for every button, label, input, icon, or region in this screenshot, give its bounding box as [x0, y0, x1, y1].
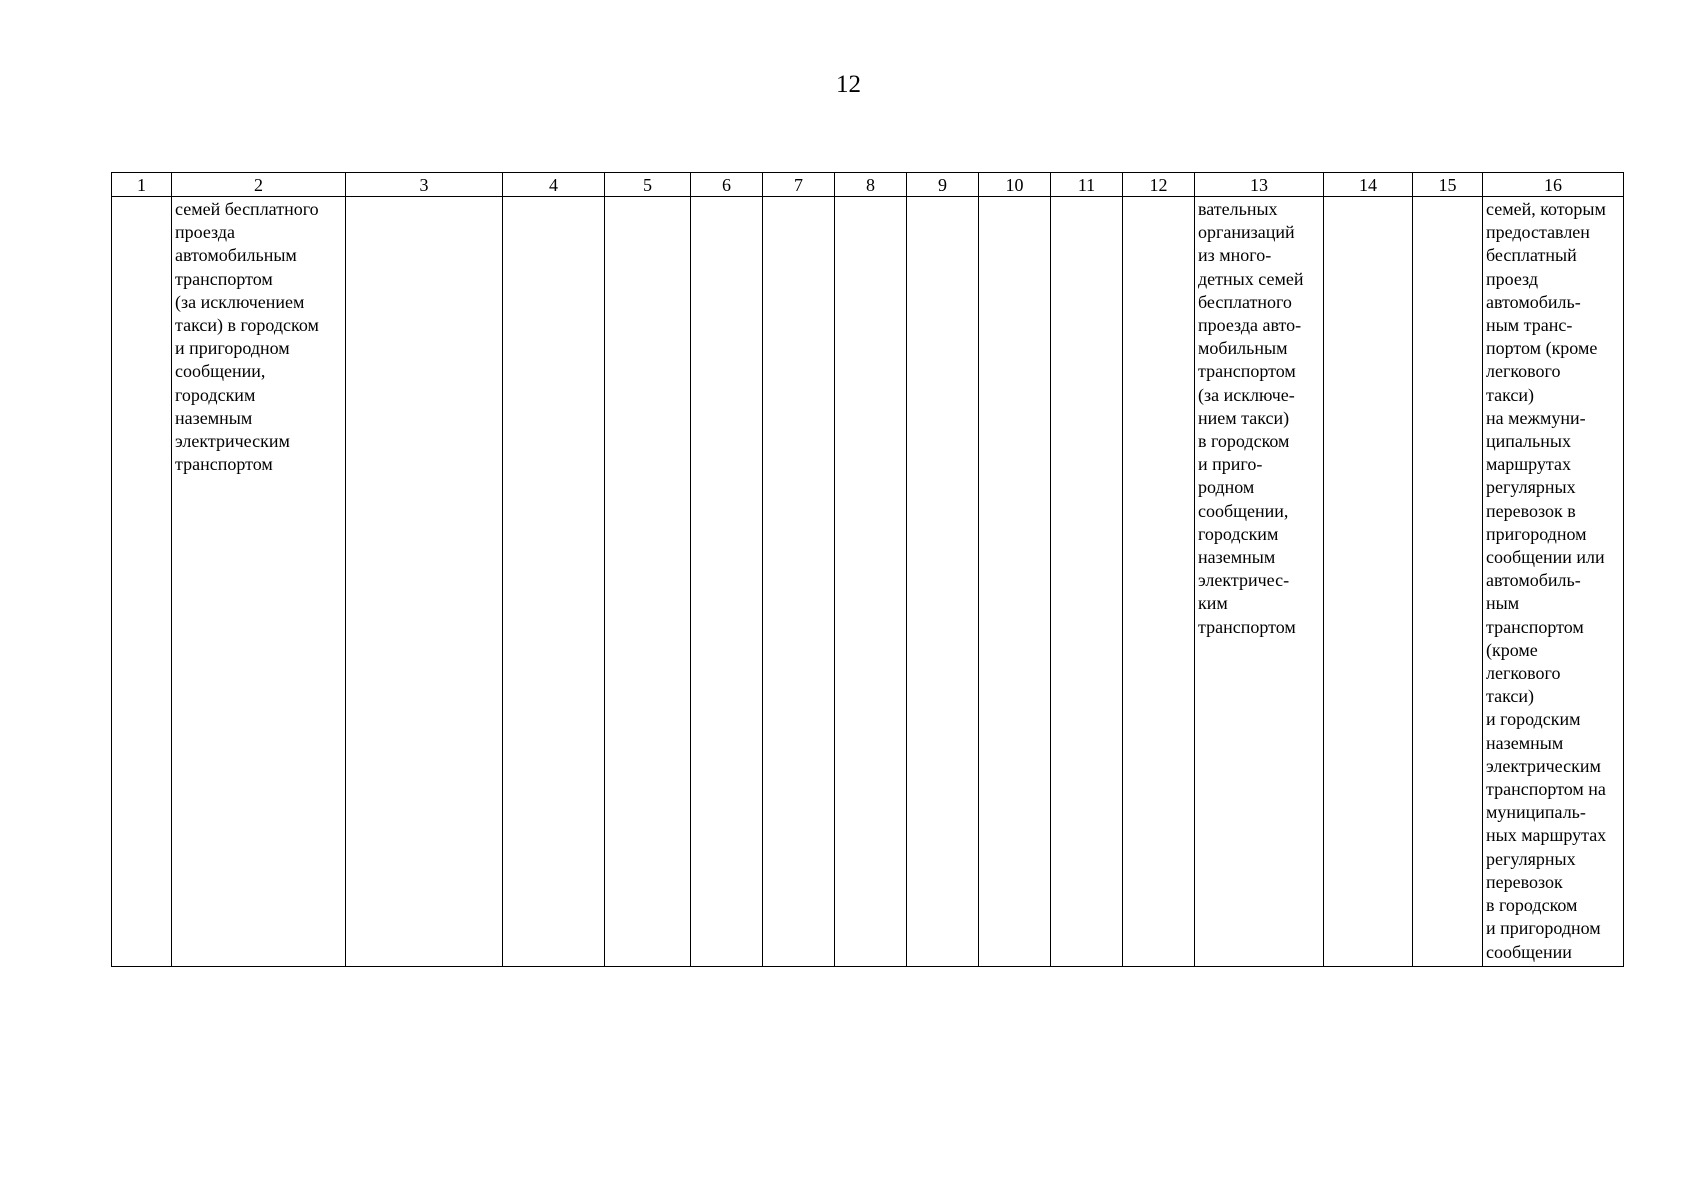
cell-text-line: (за исключе- — [1198, 384, 1295, 405]
cell-text-line: ных маршрутах — [1486, 825, 1607, 846]
cell-text-line: сообщении, — [1198, 500, 1289, 521]
cell-text-line: такси) в городском — [175, 315, 319, 336]
page-number: 12 — [836, 71, 861, 98]
cell-text-line: легкового — [1486, 663, 1561, 684]
cell-col-15 — [1413, 197, 1483, 967]
cell-col-10 — [979, 197, 1051, 967]
column-header-5: 5 — [605, 173, 691, 197]
cell-text-line: наземным — [1198, 547, 1276, 568]
cell-text-line: электрическим — [175, 431, 290, 452]
cell-text-line: транспортом на — [1486, 779, 1606, 800]
cell-text-line: автомобиль- — [1486, 570, 1581, 591]
cell-text-line: электрическим — [1486, 755, 1601, 776]
cell-text-line: пригородном — [1486, 523, 1587, 544]
cell-text-line: и пригородном — [1486, 918, 1601, 939]
cell-col-11 — [1051, 197, 1123, 967]
cell-text-line: такси) — [1486, 384, 1534, 405]
cell-text-line: транспортом — [175, 268, 273, 289]
column-header-11: 11 — [1051, 173, 1123, 197]
cell-text-line: городским — [1198, 523, 1279, 544]
column-header-7: 7 — [763, 173, 835, 197]
cell-text-line: транспортом — [175, 454, 273, 475]
cell-col-7 — [763, 197, 835, 967]
cell-text-col-2 — [175, 198, 345, 476]
column-header-1: 1 — [112, 173, 172, 197]
cell-text-line: вательных — [1198, 199, 1278, 219]
cell-col-4 — [503, 197, 605, 967]
cell-text-line: бесплатного — [1198, 291, 1292, 312]
cell-text-line: родном — [1198, 477, 1255, 498]
cell-text-line: в городском — [1198, 431, 1290, 452]
cell-text-line: ным — [1486, 593, 1520, 614]
cell-col-8 — [835, 197, 907, 967]
column-header-9: 9 — [907, 173, 979, 197]
cell-text-line: семей бесплатного — [175, 199, 319, 219]
cell-text-line: (за исключением — [175, 291, 305, 312]
cell-text-line: электричес- — [1198, 570, 1290, 591]
column-header-14: 14 — [1324, 173, 1413, 197]
cell-text-line: автомобиль- — [1486, 291, 1581, 312]
column-header-3: 3 — [346, 173, 503, 197]
cell-text-line: наземным — [1486, 732, 1564, 753]
cell-text-line: предоставлен — [1486, 222, 1590, 243]
cell-text-line: транспортом — [1198, 361, 1296, 382]
column-header-2: 2 — [172, 173, 346, 197]
cell-text-line: автомобильным — [175, 245, 297, 266]
column-header-4: 4 — [503, 173, 605, 197]
column-header-12: 12 — [1123, 173, 1195, 197]
cell-text-line: наземным — [175, 407, 253, 428]
column-header-10: 10 — [979, 173, 1051, 197]
cell-text-line: и приго- — [1198, 454, 1263, 475]
column-header-16: 16 — [1483, 173, 1624, 197]
cell-text-col-13 — [1198, 198, 1323, 639]
cell-text-line: сообщении — [1486, 941, 1572, 962]
table-row — [112, 197, 1624, 967]
cell-text-line: перевозок — [1486, 871, 1563, 892]
cell-col-14 — [1324, 197, 1413, 967]
cell-col-13 — [1195, 197, 1324, 967]
cell-text-col-16 — [1486, 198, 1623, 964]
cell-col-9 — [907, 197, 979, 967]
cell-text-line: семей, которым — [1486, 199, 1606, 219]
cell-text-line: и пригородном — [175, 338, 290, 359]
cell-text-line: мобильным — [1198, 338, 1288, 359]
cell-text-line: транспортом — [1486, 616, 1584, 637]
cell-text-line: в городском — [1486, 895, 1578, 916]
cell-text-line: ципальных — [1486, 431, 1571, 452]
cell-text-line: детных семей — [1198, 268, 1304, 289]
cell-text-line: перевозок в — [1486, 500, 1576, 521]
cell-col-16 — [1483, 197, 1624, 967]
cell-text-line: проезд — [1486, 268, 1539, 289]
cell-text-line: нием такси) — [1198, 407, 1290, 428]
cell-text-line: такси) — [1486, 686, 1534, 707]
cell-text-line: ким — [1198, 593, 1228, 614]
column-header-8: 8 — [835, 173, 907, 197]
cell-text-line: регулярных — [1486, 477, 1576, 498]
cell-text-line: транспортом — [1198, 616, 1296, 637]
cell-text-line: городским — [175, 384, 256, 405]
cell-text-line: проезда авто- — [1198, 315, 1302, 336]
cell-text-line: сообщении или — [1486, 547, 1605, 568]
header-row — [112, 173, 1624, 197]
cell-text-line: регулярных — [1486, 848, 1576, 869]
cell-text-line: из много- — [1198, 245, 1272, 266]
cell-text-line: на межмуни- — [1486, 407, 1586, 428]
cell-text-line: проезда — [175, 222, 235, 243]
cell-text-line: организаций — [1198, 222, 1295, 243]
cell-col-6 — [691, 197, 763, 967]
cell-text-line: маршрутах — [1486, 454, 1571, 475]
cell-text-line: и городским — [1486, 709, 1581, 730]
cell-text-line: бесплатный — [1486, 245, 1577, 266]
data-table — [111, 172, 1624, 967]
cell-col-5 — [605, 197, 691, 967]
cell-text-line: ным транс- — [1486, 315, 1573, 336]
column-header-13: 13 — [1195, 173, 1324, 197]
cell-col-2 — [172, 197, 346, 967]
cell-col-1 — [112, 197, 172, 967]
cell-text-line: сообщении, — [175, 361, 266, 382]
cell-text-line: легкового — [1486, 361, 1561, 382]
column-header-6: 6 — [691, 173, 763, 197]
cell-col-12 — [1123, 197, 1195, 967]
cell-text-line: портом (кроме — [1486, 338, 1598, 359]
cell-col-3 — [346, 197, 503, 967]
cell-text-line: муниципаль- — [1486, 802, 1586, 823]
column-header-15: 15 — [1413, 173, 1483, 197]
cell-text-line: (кроме — [1486, 639, 1538, 660]
